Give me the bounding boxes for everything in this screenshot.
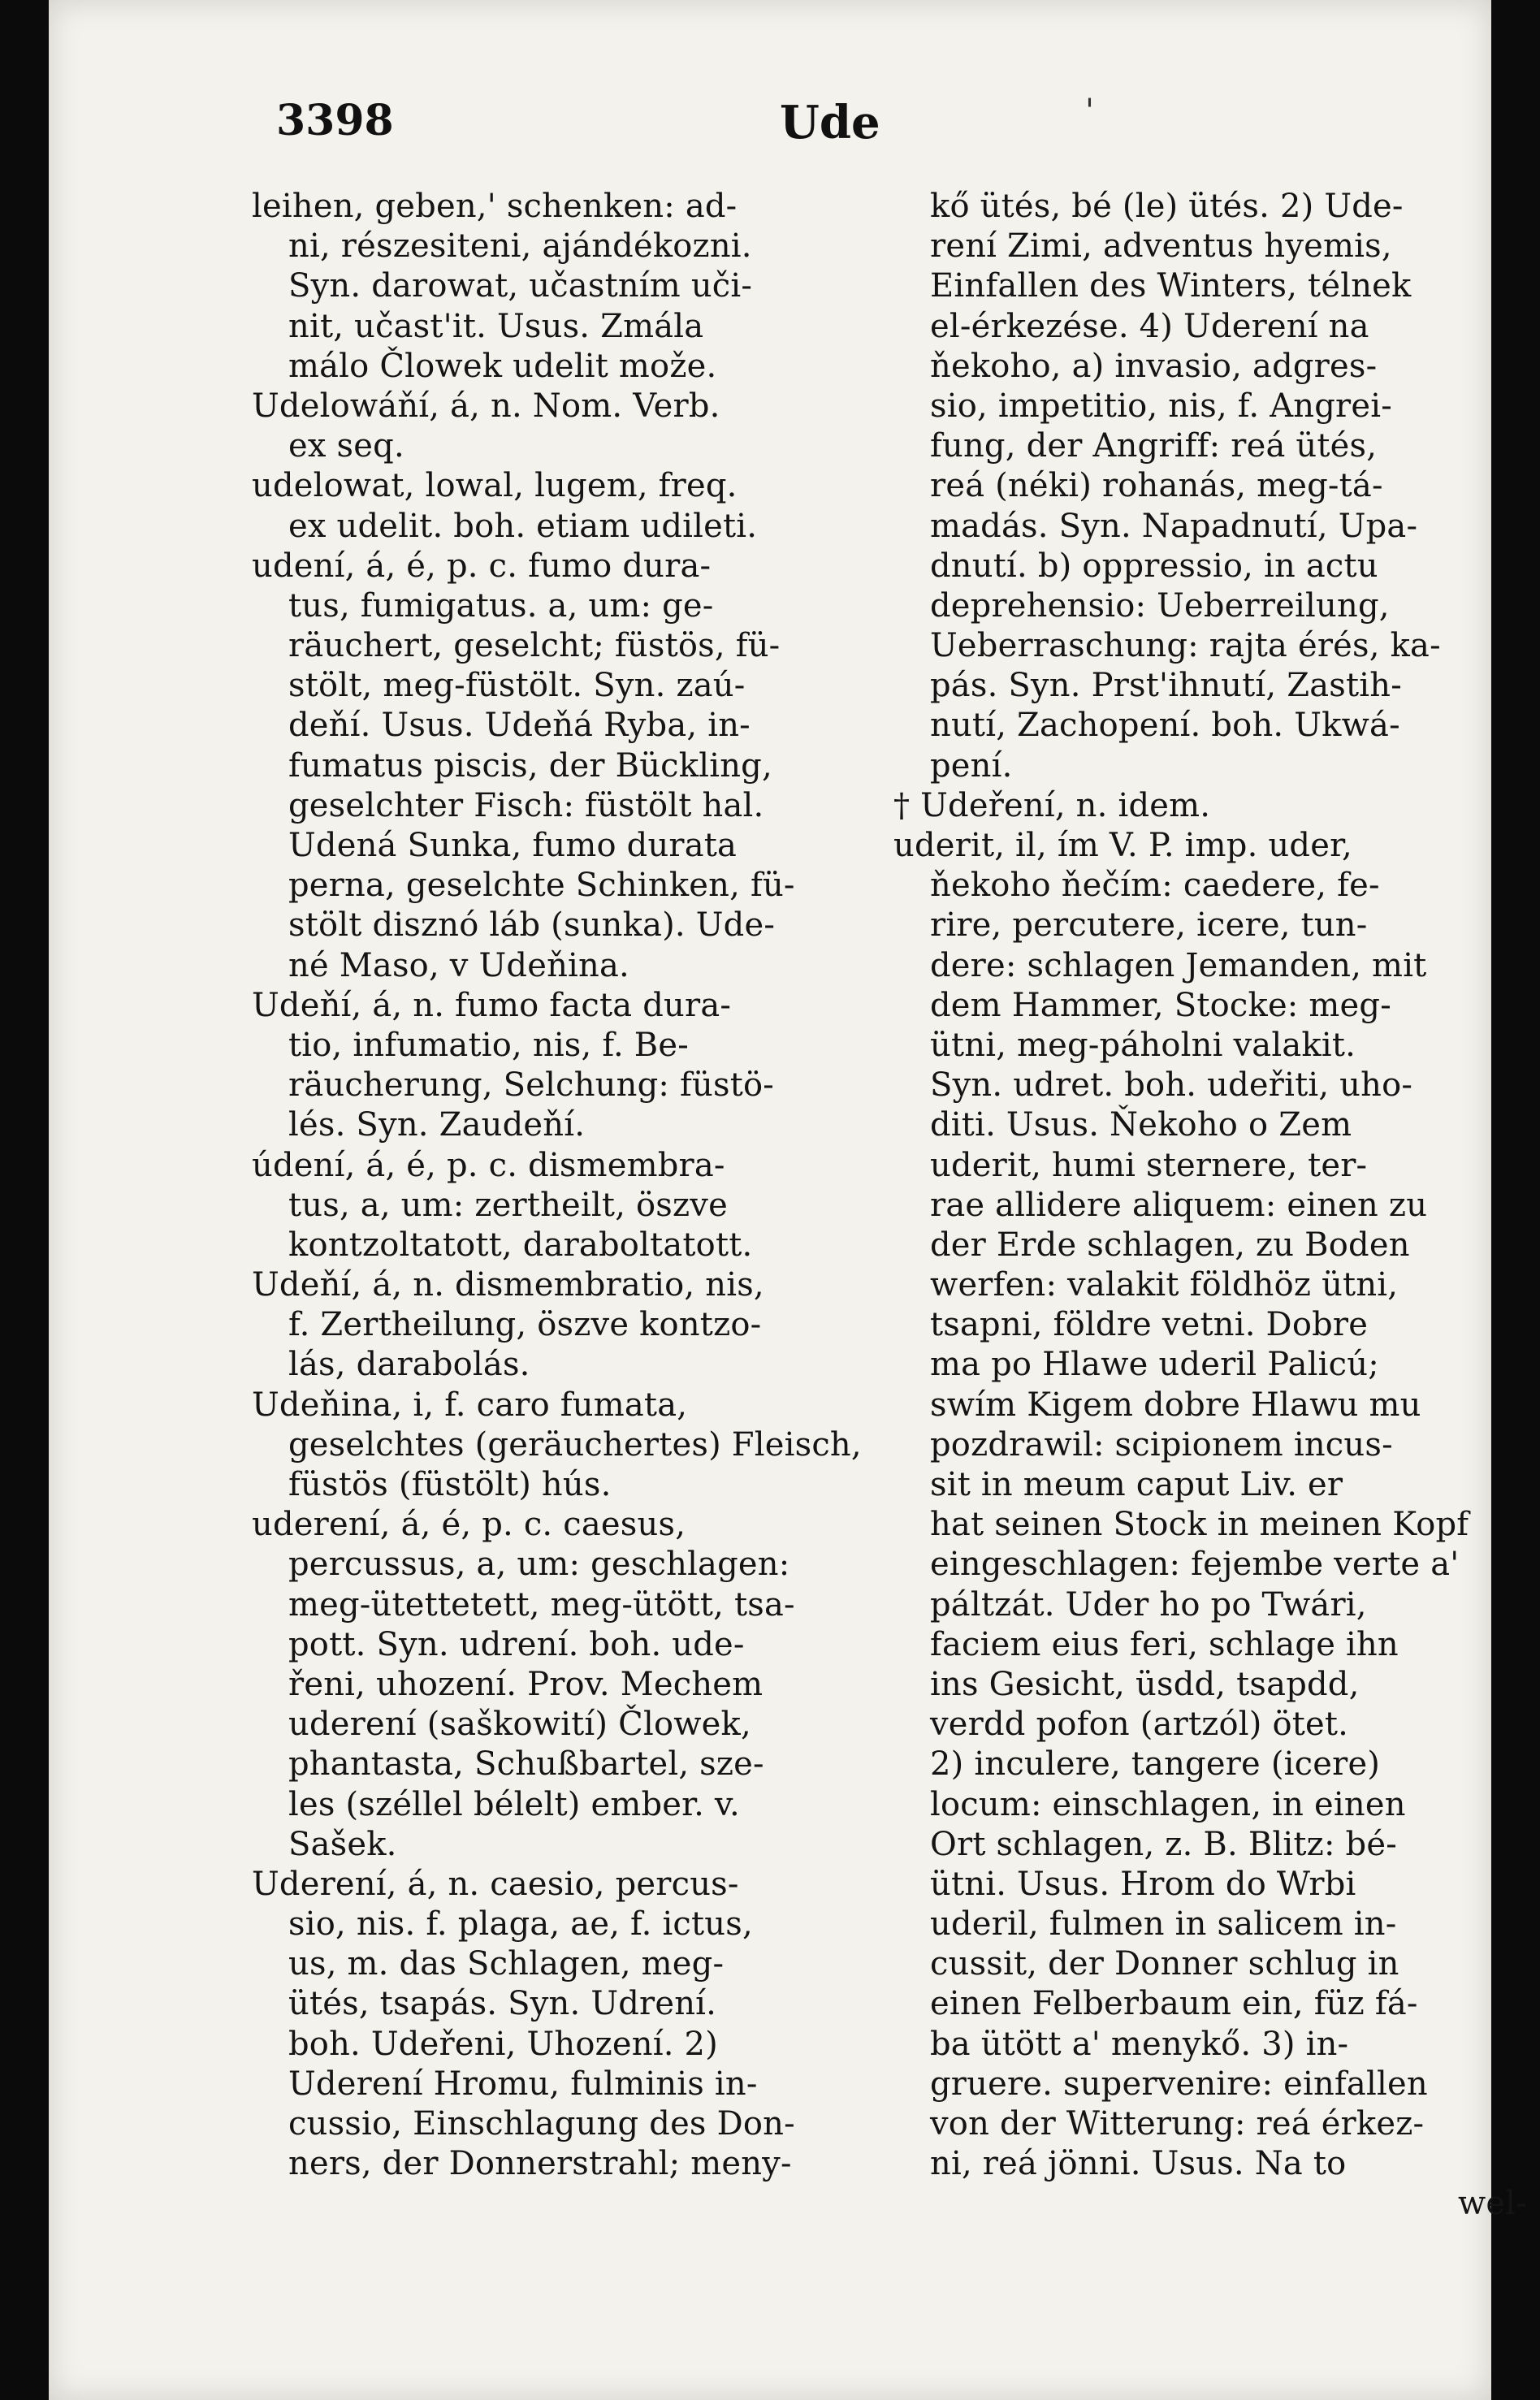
text-line: nutí, Zachopení. boh. Ukwá- — [930, 707, 1400, 745]
text-line: řeni, uhození. Prov. Mechem — [288, 1665, 764, 1703]
text-line: hat seinen Stock in meinen Kopf — [930, 1506, 1469, 1544]
text-line: uderil, fulmen in salicem in- — [930, 1905, 1397, 1944]
text-line: kő ütés, bé (le) ütés. 2) Ude- — [930, 188, 1404, 225]
text-line: boh. Udeřeni, Uhození. 2) — [288, 2025, 718, 2063]
text-line: Udelowáňí, á, n. Nom. Verb. — [252, 387, 720, 425]
text-line: fung, der Angriff: reá ütés, — [930, 427, 1378, 465]
text-line: dere: schlagen Jemanden, mit — [930, 946, 1427, 984]
printer-mark: ' — [1085, 93, 1094, 130]
text-line: cussio, Einschlagung des Don- — [288, 2105, 795, 2143]
text-line: f. Zertheilung, öszve kontzo- — [288, 1306, 762, 1344]
dictionary-page — [49, 0, 1527, 2400]
text-line: Uderení, á, n. caesio, percus- — [252, 1865, 739, 1903]
text-line: 2) inculere, tangere (icere) — [930, 1745, 1381, 1784]
text-line: verdd pofon (artzól) ötet. — [930, 1706, 1349, 1744]
text-line: pott. Syn. udrení. boh. ude- — [288, 1625, 745, 1663]
text-line: locum: einschlagen, in einen — [930, 1785, 1406, 1823]
text-line: Udená Sunka, fumo durata — [288, 827, 738, 864]
text-line: geselchtes (geräuchertes) Fleisch, — [288, 1425, 862, 1464]
text-line: rae allidere aliquem: einen zu — [930, 1186, 1428, 1224]
text-line: ex udelit. boh. etiam udileti. — [288, 507, 758, 545]
text-line: tus, fumigatus. a, um: ge- — [288, 586, 714, 625]
catchword: Ude — [780, 96, 880, 149]
text-line: wel- — [1457, 2185, 1527, 2223]
text-line: uderit, humi sternere, ter- — [930, 1146, 1368, 1184]
text-line: Ueberraschung: rajta érés, ka- — [930, 627, 1441, 665]
text-line: ütni. Usus. Hrom do Wrbi — [930, 1865, 1356, 1903]
text-line: Udeňina, i, f. caro fumata, — [252, 1386, 688, 1424]
text-line: faciem eius feri, schlage ihn — [930, 1625, 1399, 1663]
running-header — [49, 93, 1491, 153]
text-line: né Maso, v Udeňina. — [288, 946, 629, 984]
text-line: geselchter Fisch: füstölt hal. — [288, 786, 764, 824]
text-line: fumatus piscis, der Bückling, — [288, 746, 772, 785]
text-line: el-érkezése. 4) Uderení na — [930, 307, 1369, 345]
text-line: ners, der Donnerstrahl; meny- — [288, 2145, 792, 2183]
text-line: ins Gesicht, üsdd, tsapdd, — [930, 1665, 1360, 1703]
right-column — [893, 187, 1527, 2315]
text-line: tsapni, földre vetni. Dobre — [930, 1306, 1369, 1344]
text-line: údení, á, é, p. c. dismembra- — [252, 1146, 725, 1184]
text-line: perna, geselchte Schinken, fü- — [288, 867, 795, 905]
text-line: Udeňí, á, n. fumo facta dura- — [252, 986, 732, 1024]
text-line: percussus, a, um: geschlagen: — [288, 1546, 790, 1584]
text-line: swím Kigem dobre Hlawu mu — [930, 1386, 1421, 1424]
text-line: deňí. Usus. Udeňá Ryba, in- — [288, 707, 751, 745]
text-line: leihen, geben,' schenken: ad- — [252, 188, 738, 225]
text-line: Sašek. — [288, 1825, 397, 1863]
text-line: deprehensio: Ueberreilung, — [930, 586, 1390, 625]
text-line: ütés, tsapás. Syn. Udrení. — [288, 1985, 717, 2023]
text-line: meg-ütettetett, meg-ütött, tsa- — [288, 1585, 795, 1624]
text-line: sio, impetitio, nis, f. Angrei- — [930, 387, 1392, 425]
text-line: ma po Hlawe uderil Palicú; — [930, 1346, 1379, 1384]
text-line: räucherung, Selchung: füstö- — [288, 1066, 774, 1105]
text-line: kontzoltatott, daraboltatott. — [288, 1226, 753, 1264]
text-line: Uderení Hromu, fulminis in- — [288, 2065, 758, 2103]
text-line: einen Felberbaum ein, füz fá- — [930, 1985, 1418, 2023]
text-line: Einfallen des Winters, télnek — [930, 267, 1412, 305]
text-line: lés. Syn. Zaudeňí. — [288, 1106, 586, 1144]
text-line: Udeňí, á, n. dismembratio, nis, — [252, 1266, 764, 1304]
text-line: udení, á, é, p. c. fumo dura- — [252, 547, 712, 585]
left-column — [252, 187, 877, 2315]
text-line: stölt disznó láb (sunka). Ude- — [288, 906, 776, 945]
text-line: der Erde schlagen, zu Boden — [930, 1226, 1410, 1264]
text-line: ba ütött a' menykő. 3) in- — [930, 2025, 1349, 2063]
text-line: uderení, á, é, p. c. caesus, — [252, 1506, 686, 1544]
text-line: páltzát. Uder ho po Twári, — [930, 1585, 1367, 1624]
text-line: ni, részesiteni, ajándékozni. — [288, 227, 752, 266]
text-line: räuchert, geselcht; füstös, fü- — [288, 627, 781, 665]
text-line: von der Witterung: reá érkez- — [930, 2105, 1425, 2143]
text-line: stölt, meg-füstölt. Syn. zaú- — [288, 667, 746, 705]
text-line: rire, percutere, icere, tun- — [930, 906, 1368, 945]
text-line: us, m. das Schlagen, meg- — [288, 1945, 725, 1983]
text-line: tio, infumatio, nis, f. Be- — [288, 1026, 689, 1064]
text-line: sio, nis. f. plaga, ae, f. ictus, — [288, 1905, 753, 1944]
text-line: uderit, il, ím V. P. imp. uder, — [893, 827, 1352, 864]
text-line: † Udeření, n. idem. — [893, 786, 1211, 824]
text-line: les (széllel bélelt) ember. v. — [288, 1785, 740, 1823]
text-line: sit in meum caput Liv. er — [930, 1466, 1343, 1503]
text-line: madás. Syn. Napadnutí, Upa- — [930, 507, 1418, 545]
text-line: Syn. darowat, učastním uči- — [288, 267, 753, 305]
text-line: pení. — [930, 746, 1013, 785]
text-line: málo Člowek udelit može. — [288, 347, 717, 385]
text-line: pás. Syn. Prst'ihnutí, Zastih- — [930, 667, 1402, 705]
text-line: uderení (saškowití) Člowek, — [288, 1706, 751, 1744]
text-line: ni, reá jönni. Usus. Na to — [930, 2145, 1347, 2183]
text-line: udelowat, lowal, lugem, freq. — [252, 467, 738, 505]
text-line: phantasta, Schußbartel, sze- — [288, 1745, 764, 1784]
text-line: diti. Usus. Ňekoho o Zem — [930, 1106, 1352, 1144]
text-line: füstös (füstölt) hús. — [288, 1466, 612, 1503]
text-line: Ort schlagen, z. B. Blitz: bé- — [930, 1825, 1397, 1863]
text-line: ütni, meg-páholni valakit. — [930, 1026, 1356, 1064]
text-line: nit, učast'it. Usus. Zmála — [288, 307, 704, 345]
text-line: rení Zimi, adventus hyemis, — [930, 227, 1392, 266]
text-line: dnutí. b) oppressio, in actu — [930, 547, 1378, 585]
text-line: werfen: valakit földhöz ütni, — [930, 1266, 1399, 1304]
page-number: 3398 — [276, 96, 394, 145]
text-line: gruere. supervenire: einfallen — [930, 2065, 1428, 2103]
text-line: tus, a, um: zertheilt, öszve — [288, 1186, 728, 1224]
text-line: ex seq. — [288, 427, 404, 465]
text-line: ňekoho ňečím: caedere, fe- — [930, 867, 1380, 905]
text-line: dem Hammer, Stocke: meg- — [930, 986, 1391, 1024]
text-line: lás, darabolás. — [288, 1346, 530, 1384]
text-line: reá (néki) rohanás, meg-tá- — [930, 467, 1383, 505]
text-line: cussit, der Donner schlug in — [930, 1945, 1399, 1983]
text-line: ňekoho, a) invasio, adgres- — [930, 347, 1378, 385]
text-line: Syn. udret. boh. udeřiti, uho- — [930, 1066, 1413, 1105]
text-line: eingeschlagen: fejembe verte a' — [930, 1546, 1460, 1584]
text-line: pozdrawil: scipionem incus- — [930, 1425, 1393, 1464]
